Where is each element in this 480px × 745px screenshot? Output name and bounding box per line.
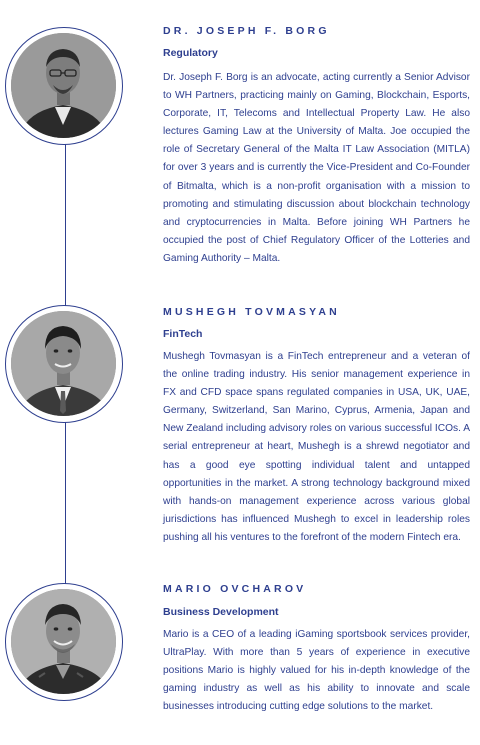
member-bio: Mario is a CEO of a leading iGaming sportsbook services provider, UltraPlay. With more than 5 years of experience in executive positions Mario is highly valued for his in-depth knowledge of the gaming industry as well as his ability to innovate and scale businesses introducing cutting edge solutions to the market. bbox=[163, 629, 470, 713]
member-role: FinTech bbox=[163, 328, 203, 340]
member-name: DR. JOSEPH F. BORG bbox=[163, 25, 330, 37]
member-bio: Mushegh Tovmasyan is a FinTech entrepreneur and a veteran of the online trading industry. His senior management experience in FX and CFD space spans regulated companies in USA, UK, UAE, Germany, Switzerland, San Marino, Cyprus, Armenia, Japan and New Zealand including advisory roles on various successful ICOs. A serial entrepreneur at heart, Mushegh is a shrewd negotiator and has a good eye spotting individual talent and untapped opportunities in the market. A strong technology background mixed with hands-on management experience across various global jurisdictions has influenced Mushegh to excel in leadership roles pushing all his ventures to the forefront of the modern Fintech era. bbox=[163, 351, 470, 543]
photo-frame bbox=[5, 583, 123, 701]
portrait-photo bbox=[11, 311, 116, 416]
member-bio: Dr. Joseph F. Borg is an advocate, acting currently a Senior Advisor to WH Partners, practicing mainly on Gaming, Blockchain, Esports, Corporate, IT, Telecoms and Intellectual Property Law. He also lectures Gaming Law at the University of Malta. Joe occupied the role of Secretary General of the Malta IT Law Association (MITLA) for over 3 years and is currently the Vice-President and Co-Founder of Bitmalta, which is a non-profit organisation with a mission to promoting and stimulating discussion about blockchain technology and cryptocurrencies in Malta. Before joining WH Partners he occupied the post of Chief Regulatory Officer of the Lotteries and Gaming Authority – Malta. bbox=[163, 72, 470, 264]
member-name: MARIO OVCHAROV bbox=[163, 583, 307, 595]
portrait-photo bbox=[11, 589, 116, 694]
member-role: Regulatory bbox=[163, 47, 218, 59]
photo-frame bbox=[5, 27, 123, 145]
member-role: Business Development bbox=[163, 606, 279, 618]
portrait-photo bbox=[11, 33, 116, 138]
member-name: MUSHEGH TOVMASYAN bbox=[163, 306, 340, 318]
photo-frame bbox=[5, 305, 123, 423]
